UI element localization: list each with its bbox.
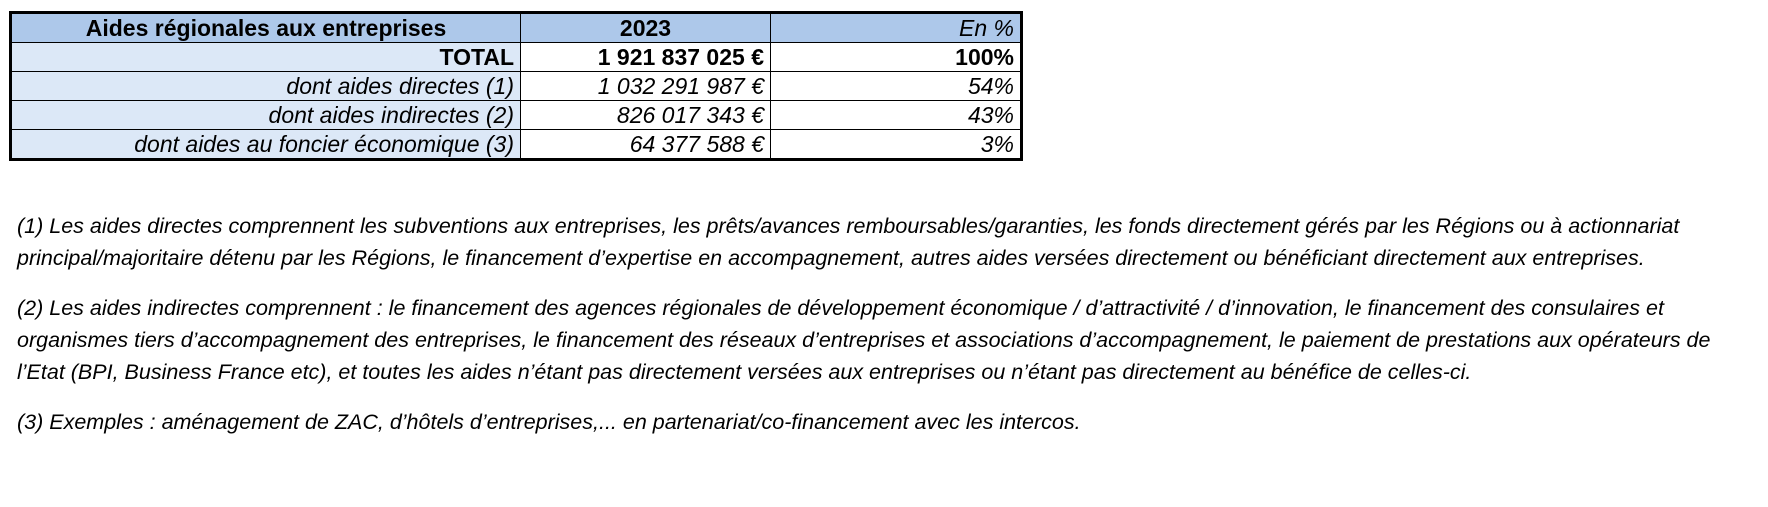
table-row-direct	[11, 72, 1022, 101]
table-header-row	[11, 13, 1022, 43]
row-label: dont aides directes (1)	[11, 72, 521, 101]
footnote-3: (3) Exemples : aménagement de ZAC, d’hôtels d’entreprises,... en partenariat/co-financement avec les intercos.	[17, 410, 1081, 434]
footnote-2: (2) Les aides indirectes comprennent : le financement des agences régionales de développement économique / d’attractivité / d’innovation, le financement des consulaires et organismes tiers d’accompagnement des entreprises, le financement des réseaux d’entreprises et associations d’accompagnement, le paiement de prestations aux opérateurs de l’Etat (BPI, Business France etc), et toutes les aides n’étant pas directement versées aux entreprises ou n’étant pas directement au bénéfice de celles-ci.	[17, 296, 1711, 384]
row-percent: 54%	[771, 72, 1022, 101]
footnotes	[17, 210, 1757, 456]
row-label: TOTAL	[11, 43, 521, 72]
row-percent: 3%	[771, 130, 1022, 160]
row-label: dont aides indirectes (2)	[11, 101, 521, 130]
header-year: 2023	[521, 13, 771, 43]
table-row-indirect	[11, 101, 1022, 130]
row-percent: 100%	[771, 43, 1022, 72]
row-value: 1 032 291 987 €	[521, 72, 771, 101]
header-label: Aides régionales aux entreprises	[11, 13, 521, 43]
regional-aid-table	[9, 11, 1023, 161]
row-label: dont aides au foncier économique (3)	[11, 130, 521, 160]
row-value: 64 377 588 €	[521, 130, 771, 160]
row-value: 826 017 343 €	[521, 101, 771, 130]
row-percent: 43%	[771, 101, 1022, 130]
table-row-land	[11, 130, 1022, 160]
table-row-total	[11, 43, 1022, 72]
row-value: 1 921 837 025 €	[521, 43, 771, 72]
footnote-1: (1) Les aides directes comprennent les subventions aux entreprises, les prêts/avances remboursables/garanties, les fonds directement gérés par les Régions ou à actionnariat principal/majoritaire détenu par les Régions, le financement d’expertise en accompagnement, autres aides versées directement ou bénéficiant directement aux entreprises.	[17, 214, 1680, 270]
header-percent: En %	[771, 13, 1022, 43]
